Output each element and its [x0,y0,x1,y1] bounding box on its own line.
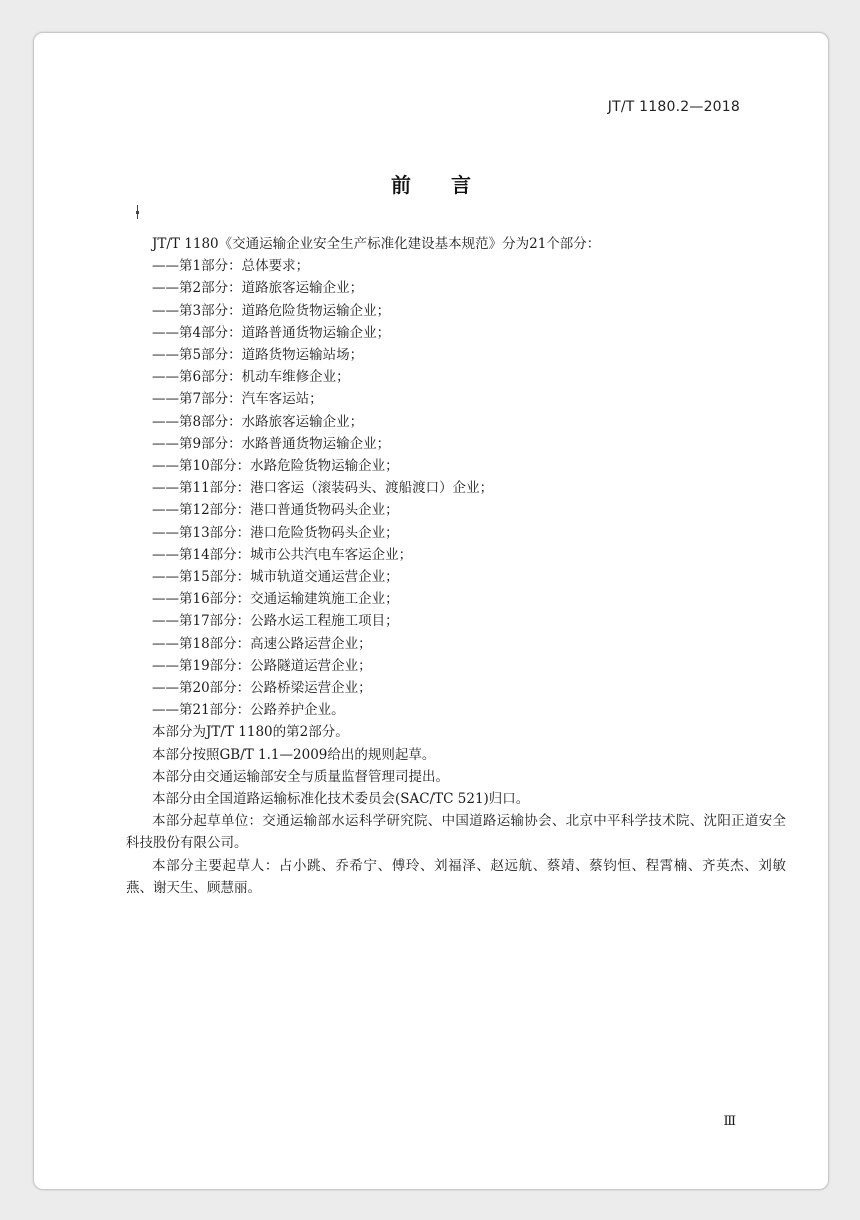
list-item: ——第19部分：公路隧道运营企业； [152,657,372,674]
page-title: 前言 [391,173,511,197]
foreword-body [126,233,786,899]
list-item: ——第16部分：交通运输建筑施工企业； [152,591,399,608]
paragraph: 本部分由全国道路运输标准化技术委员会(SAC/TC 521)归口。 [152,791,530,808]
margin-mark [137,205,138,219]
intro-line: JT/T 1180《交通运输企业安全生产标准化建设基本规范》分为21个部分： [152,236,601,252]
paragraph: 本部分主要起草人：占小跳、乔希宁、傅玲、刘福泽、赵远航、蔡靖、蔡钧恒、程霄楠、齐英杰、刘敏燕、谢天生、顾慧丽。 [126,857,786,896]
list-item: ——第20部分：公路桥梁运营企业； [152,680,372,697]
document-code: JT/T 1180.2—2018 [607,99,740,115]
list-item: ——第3部分：道路危险货物运输企业； [152,302,391,319]
list-item: ——第2部分：道路旅客运输企业； [152,280,364,297]
paragraph: 本部分为JT/T 1180的第2部分。 [152,724,349,741]
list-item: ——第14部分：城市公共汽电车客运企业； [152,546,413,563]
list-item: ——第21部分：公路养护企业。 [152,702,345,719]
list-item: ——第4部分：道路普通货物运输企业； [152,324,391,341]
paragraph: 本部分由交通运输部安全与质量监督管理司提出。 [152,768,449,785]
list-item: ——第12部分：港口普通货物码头企业； [152,502,399,519]
list-item: ——第10部分：水路危险货物运输企业； [152,458,399,475]
list-item: ——第7部分：汽车客运站； [152,391,323,408]
paragraph: 本部分起草单位：交通运输部水运科学研究院、中国道路运输协会、北京中平科学技术院、沈阳正道安全科技股份有限公司。 [126,813,786,852]
list-item: ——第15部分：城市轨道交通运营企业； [152,569,399,586]
list-item: ——第5部分：道路货物运输站场； [152,347,364,364]
list-item: ——第8部分：水路旅客运输企业； [152,413,364,430]
page-number: Ⅲ [723,1114,735,1129]
list-item: ——第17部分：公路水运工程施工项目； [152,613,399,630]
paragraph: 本部分按照GB/T 1.1—2009给出的规则起草。 [152,746,436,763]
list-item: ——第1部分：总体要求； [152,258,310,275]
list-item: ——第9部分：水路普通货物运输企业； [152,435,391,452]
list-item: ——第18部分：高速公路运营企业； [152,635,372,652]
list-item: ——第11部分：港口客运（滚装码头、渡船渡口）企业； [152,480,494,497]
list-item: ——第6部分：机动车维修企业； [152,369,350,386]
document-page [33,32,829,1190]
list-item: ——第13部分：港口危险货物码头企业； [152,524,399,541]
